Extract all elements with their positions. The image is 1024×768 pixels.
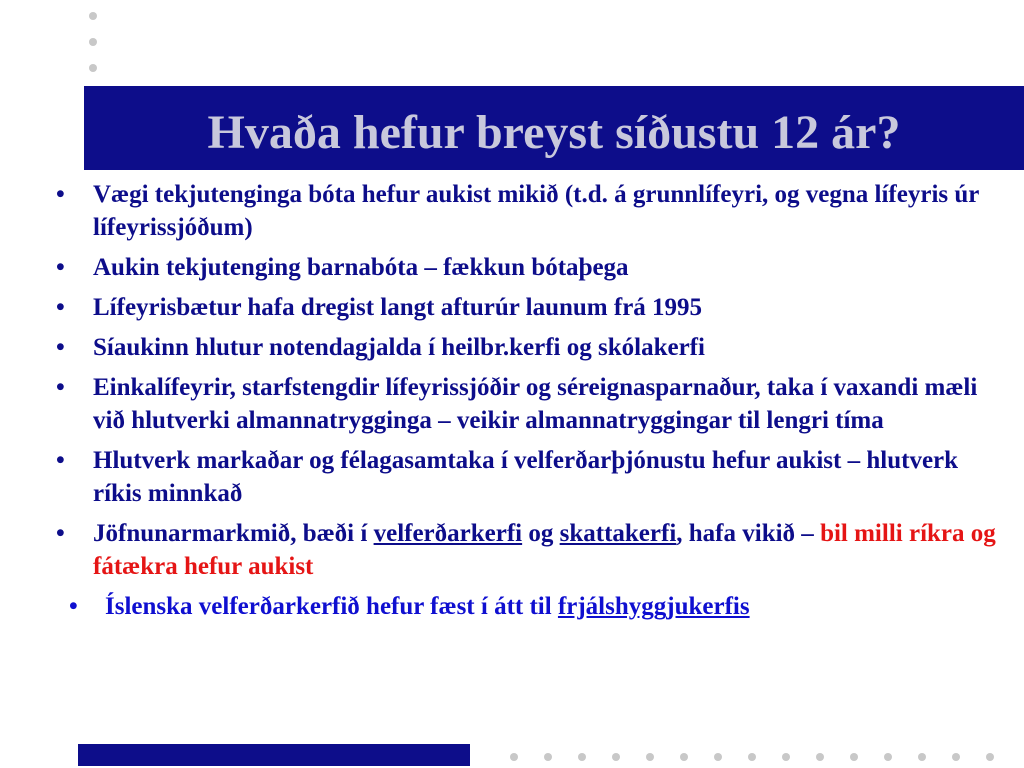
bullet-text: Aukin tekjutenging barnabóta – fækkun bótaþega [93, 254, 629, 281]
bullet-text: Einkalífeyrir, starfstengdir lífeyrissjóðir og séreignasparnaður, taka í vaxandi mæli við hlutverki almannatrygginga – veikir almannatryggingar til lengri tíma [93, 374, 978, 434]
bullet-text-part: og [522, 520, 560, 547]
highlight-text: bil milli ríkra og fátækra hefur aukist [93, 520, 996, 580]
bullet-marker: • [56, 374, 65, 401]
decor-dot [714, 753, 722, 761]
bullet-text-part: Jöfnunarmarkmið, bæði í [93, 520, 374, 547]
decor-dot [918, 753, 926, 761]
bullet-item [56, 331, 1006, 364]
decor-dot [748, 753, 756, 761]
bullet-list [56, 178, 1006, 630]
bullet-marker: • [69, 593, 78, 620]
bullet-text: Vægi tekjutenginga bóta hefur aukist mikið (t.d. á grunnlífeyri, og vegna lífeyris úr lífeyrissjóðum) [93, 181, 979, 241]
bullet-marker: • [56, 447, 65, 474]
bullet-marker: • [56, 334, 65, 361]
decor-dot [89, 64, 97, 72]
bullet-item [56, 251, 1006, 284]
decor-dot [952, 753, 960, 761]
decor-dot [782, 753, 790, 761]
bullet-marker: • [56, 181, 65, 208]
bullet-text-part: , hafa vikið – [676, 520, 821, 547]
velferdarkerfi-link[interactable]: velferðarkerfi [373, 520, 523, 547]
decor-dot [89, 38, 97, 46]
skattakerfi-link[interactable]: skattakerfi [559, 520, 677, 547]
bullet-text: Hlutverk markaðar og félagasamtaka í velferðarþjónustu hefur aukist – hlutverk ríkis minnkað [93, 447, 959, 507]
decor-dot [884, 753, 892, 761]
title-bar [84, 86, 1024, 170]
bullet-item [56, 444, 1006, 510]
decor-dot [89, 12, 97, 20]
bullet-item [56, 291, 1006, 324]
decor-dot [510, 753, 518, 761]
decor-dot [578, 753, 586, 761]
bullet-text: Lífeyrisbætur hafa dregist langt afturúr launum frá 1995 [93, 294, 703, 321]
bullet-marker: • [56, 254, 65, 281]
bullet-item [56, 178, 1006, 244]
slide-title: Hvaða hefur breyst síðustu 12 ár? [207, 106, 901, 159]
bullet-text [93, 520, 996, 580]
bullet-item [56, 590, 1006, 623]
bullet-item [56, 371, 1006, 437]
decor-dot [850, 753, 858, 761]
bullet-text: Síaukinn hlutur notendagjalda í heilbr.kerfi og skólakerfi [93, 334, 705, 361]
bullet-item [56, 517, 1006, 583]
decor-dot [816, 753, 824, 761]
bullet-text-part: Íslenska velferðarkerfið hefur fæst í átt til [105, 593, 558, 620]
bullet-text [105, 593, 750, 620]
decor-dot [986, 753, 994, 761]
footer-bar [78, 744, 470, 766]
decor-dot [646, 753, 654, 761]
bullet-marker: • [56, 520, 65, 547]
decor-dot [544, 753, 552, 761]
decor-dot [612, 753, 620, 761]
bullet-marker: • [56, 294, 65, 321]
frjalshyggjukerfis-link[interactable]: frjálshyggjukerfis [557, 593, 750, 620]
decor-dot [680, 753, 688, 761]
